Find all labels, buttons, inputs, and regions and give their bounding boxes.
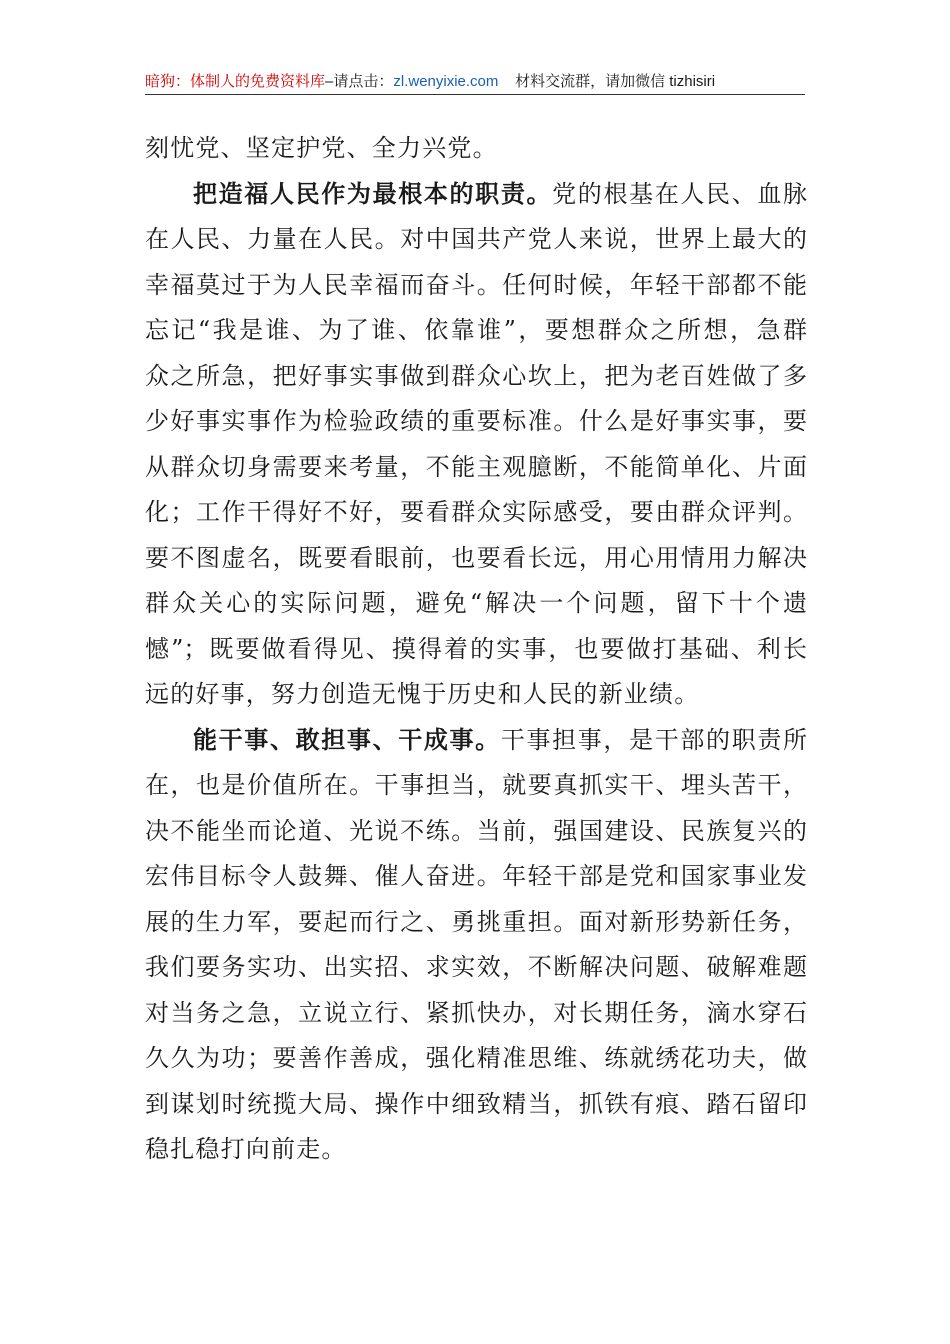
text-line-rest: 干事担事，是干部的职责所 (500, 725, 808, 754)
text-line: 稳扎稳打向前走。 (145, 1135, 347, 1163)
text-line: 在，也是价值所在。干事担当，就要真抓实干、埋头苦干， (145, 771, 807, 799)
paragraph-first-line (145, 718, 807, 764)
header-click-prompt: –请点击： (325, 73, 394, 90)
header-divider (145, 94, 805, 95)
header-url-link[interactable]: zl.wenyixie.com (393, 73, 499, 90)
text-line: 宏伟目标令人鼓舞、催人奋进。年轻干部是党和国家事业发 (145, 862, 807, 890)
text-line: 在人民、力量在人民。对中国共产党人来说，世界上最大的 (145, 225, 807, 253)
text-line: 展的生力军，要起而行之、勇挑重担。面对新形势新任务， (145, 907, 807, 936)
text-line: 群众关心的实际问题，避免“解决一个问题，留下十个遗 (145, 589, 807, 617)
text-line: 决不能坐而论道、光说不练。当前，强国建设、民族复兴的 (145, 816, 807, 845)
paragraph-heading: 能干事、敢担事、干成事。 (193, 725, 501, 754)
text-line: 忘记“我是谁、为了谁、依靠谁”，要想群众之所想，急群 (145, 316, 807, 344)
document-body (145, 126, 807, 1173)
text-line: 从群众切身需要来考量，不能主观臆断，不能简单化、片面 (145, 452, 807, 481)
text-line: 幸福莫过于为人民幸福而奋斗。任何时候，年轻干部都不能 (145, 270, 807, 299)
text-line: 久久为功；要善作善成，强化精准思维、练就绣花功夫，做 (145, 1044, 807, 1072)
text-line: 刻忧党、坚定护党、全力兴党。 (145, 134, 498, 162)
text-line: 少好事实事作为检验政绩的重要标准。什么是好事实事，要 (145, 407, 807, 435)
text-line: 要不图虚名，既要看眼前，也要看长远，用心用情用力解决 (145, 543, 807, 572)
header-wechat-note: 材料交流群，请加微信 tizhisiri (515, 73, 716, 90)
text-line: 远的好事，努力创造无愧于历史和人民的新业绩。 (145, 680, 700, 708)
paragraph-first-line (145, 172, 807, 218)
text-line-rest: 党的根基在人民、血脉 (552, 179, 808, 208)
page-header (145, 70, 805, 94)
text-line: 到谋划时统揽大局、操作中细致精当，抓铁有痕、踏石留印 (145, 1089, 807, 1118)
text-line: 众之所急，把好事实事做到群众心坎上，把为老百姓做了多 (145, 361, 807, 390)
text-line: 憾”；既要做看得见、摸得着的实事，也要做打基础、利长 (145, 634, 807, 663)
text-line: 化；工作干得好不好，要看群众实际感受，要由群众评判。 (145, 498, 807, 526)
text-line: 对当务之急，立说立行、紧抓快办，对长期任务，滴水穿石 (145, 998, 807, 1027)
paragraph-heading: 把造福人民作为最根本的职责。 (193, 179, 553, 208)
text-line: 我们要务实功、出实招、求实效，不断解决问题、破解难题 (145, 953, 807, 981)
header-site-name: 暗狗：体制人的免费资料库 (145, 73, 326, 90)
